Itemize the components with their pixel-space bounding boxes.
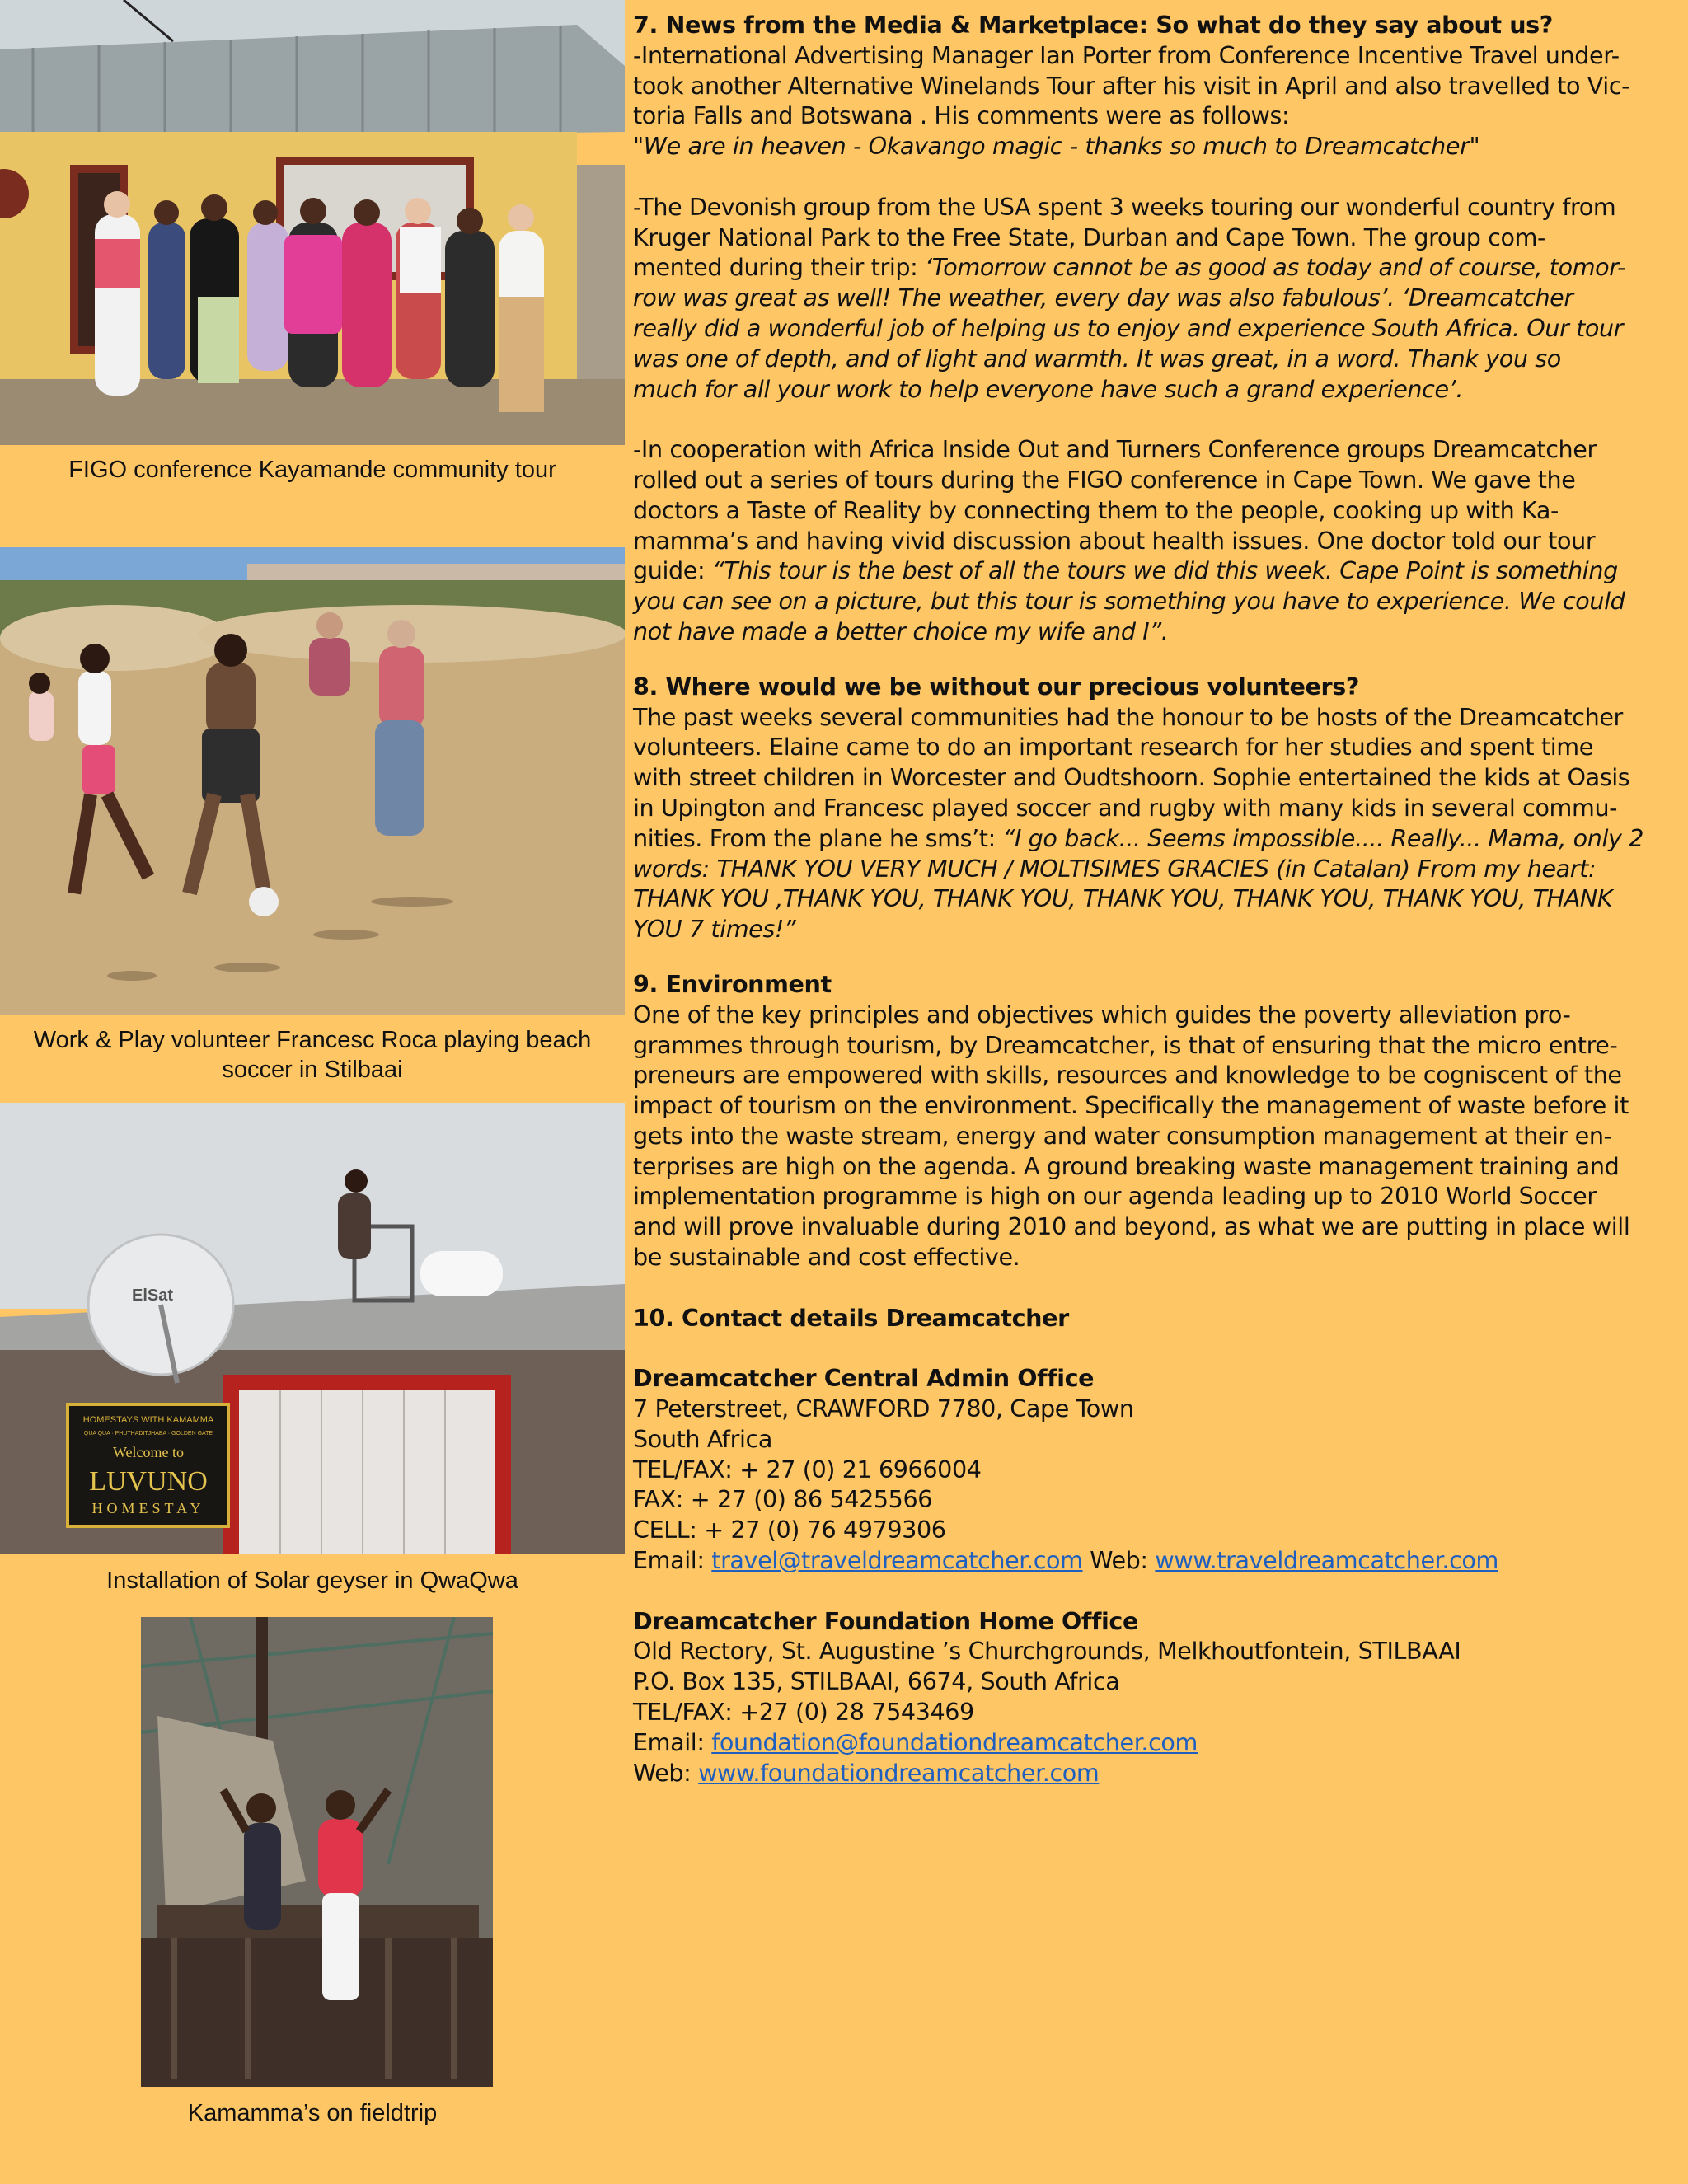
dish-label: ElSat — [132, 1286, 174, 1305]
s7-p3-line: doctors a Taste of Reality by connecting them to the people, cooking up with Ka- — [633, 495, 1559, 524]
s7-p1-line: -International Advertising Manager Ian Porter from Conference Incentive Travel under- — [633, 40, 1620, 69]
s7-p3-line: mamma’s and having vivid discussion about health issues. One doctor told our tour — [633, 526, 1596, 555]
section-10-heading: 10. Contact details Dreamcatcher — [633, 1303, 1069, 1332]
central-email-label: Email: — [633, 1546, 712, 1575]
s8-quote-line: YOU 7 times!” — [633, 915, 796, 944]
s7-p1-line: took another Alternative Winelands Tour after his visit in April and also travelled to Vic- — [633, 71, 1630, 100]
foundation-po-box: P.O. Box 135, STILBAAI, 6674, South Africa — [633, 1667, 1120, 1696]
s9-line: impact of tourism on the environment. Specifically the management of waste before it — [633, 1091, 1629, 1120]
section-9-heading: 9. Environment — [633, 969, 832, 998]
central-web-link[interactable]: www.traveldreamcatcher.com — [1155, 1546, 1498, 1575]
s8-line: volunteers. Elaine came to do an important research for her studies and spent time — [633, 733, 1593, 762]
sign-name: LUVUNO — [89, 1466, 208, 1497]
central-email-link[interactable]: travel@traveldreamcatcher.com — [711, 1546, 1083, 1575]
caption-fieldtrip: Kamamma’s on fieldtrip — [187, 2100, 438, 2126]
central-country: South Africa — [633, 1424, 772, 1453]
s8-line: The past weeks several communities had the honour to be hosts of the Dreamcatcher — [633, 702, 1623, 731]
s7-p3-quote-line: you can see on a picture, but this tour is something you have to experience. We could — [633, 587, 1625, 616]
caption-kayamande-tour: FIGO conference Kayamande community tour — [68, 457, 556, 483]
sign-top: HOMESTAYS WITH KAMAMMA — [82, 1415, 214, 1425]
s7-p2-quote-start: ‘Tomorrow cannot be as good as today and of course, tomor- — [925, 253, 1625, 282]
s9-line: preneurs are empowered with skills, resources and knowledge to be cogniscent of the — [633, 1061, 1622, 1090]
caption-beach-soccer: Work & Play volunteer Francesc Roca playing beach soccer in Stilbaai — [33, 1027, 592, 1083]
s7-p3-quote-line: not have made a better choice my wife and I”. — [633, 616, 1169, 645]
s9-line: grammes through tourism, by Dreamcatcher, is that of ensuring that the micro entre- — [633, 1030, 1618, 1059]
photo-solar-geyser — [0, 1103, 625, 1554]
central-address-line: 7 Peterstreet, CRAWFORD 7780, Cape Town — [633, 1394, 1134, 1423]
foundation-email-line — [633, 1727, 1680, 1758]
s7-p1-line: toria Falls and Botswana . His comments were as follows: — [633, 101, 1290, 130]
s8-quote-line: THANK YOU ,THANK YOU, THANK YOU, THANK YOU, THANK YOU, THANK YOU, THANK — [633, 884, 1613, 913]
s9-line: be sustainable and cost effective. — [633, 1243, 1020, 1272]
s7-p2-quote-line: really did a wonderful job of helping us to enjoy and experience South Africa. Our tour — [633, 313, 1624, 342]
photo-beach-soccer — [0, 547, 625, 1015]
section-8-heading: 8. Where would we be without our precious volunteers? — [633, 672, 1360, 701]
central-office-title: Dreamcatcher Central Admin Office — [633, 1364, 1095, 1393]
photo-fieldtrip — [141, 1617, 493, 2087]
central-contact-line — [633, 1545, 1680, 1576]
s9-line: gets into the waste stream, energy and water consumption management at their en- — [633, 1121, 1612, 1150]
foundation-email-link[interactable]: foundation@foundationdreamcatcher.com — [711, 1727, 1198, 1756]
s7-p2-quote-line: row was great as well! The weather, every day was also fabulous’. ‘Dreamcatcher — [633, 284, 1573, 312]
s8-line: in Upington and Francesc played soccer and rugby with many kids in several commu- — [633, 793, 1618, 822]
s8-quote-line: words: THANK YOU VERY MUCH / MOLTISIMES GRACIES (in Catalan) From my heart: — [633, 854, 1597, 883]
foundation-address-line: Old Rectory, St. Augustine ’s Churchgrounds, Melkhoutfontein, STILBAAI — [633, 1637, 1461, 1666]
s7-p2-line: -The Devonish group from the USA spent 3 weeks touring our wonderful country from — [633, 192, 1616, 221]
foundation-web-link[interactable]: www.foundationdreamcatcher.com — [698, 1758, 1100, 1787]
s9-line: terprises are high on the agenda. A ground breaking waste management training and — [633, 1151, 1620, 1180]
s8-quote-start: “I go back... Seems impossible.... Really... Mama, only 2 — [1002, 823, 1644, 852]
foundation-telfax: TEL/FAX: +27 (0) 28 7543469 — [633, 1698, 974, 1727]
s7-p2-plain: mented during their trip: — [633, 253, 926, 282]
s7-p2-quote-line: much for all your work to help everyone have such a grand experience’. — [633, 374, 1464, 403]
foundation-office-title: Dreamcatcher Foundation Home Office — [633, 1606, 1138, 1635]
s8-line: with street children in Worcester and Oudtshoorn. Sophie entertained the kids at Oasis — [633, 763, 1630, 792]
foundation-email-label: Email: — [633, 1727, 712, 1756]
sign-tag: HOMESTAY — [91, 1500, 205, 1516]
caption-solar-geyser: Installation of Solar geyser in QwaQwa — [106, 1568, 518, 1594]
s9-line: and will prove invaluable during 2010 and beyond, as what we are putting in place will — [633, 1212, 1630, 1241]
s7-p2-mixed-line — [633, 252, 1680, 283]
central-fax: FAX: + 27 (0) 86 5425566 — [633, 1485, 933, 1514]
sign-welcome: Welcome to — [112, 1444, 185, 1460]
photo-kayamande-tour — [0, 0, 625, 445]
foundation-web-label: Web: — [633, 1758, 699, 1787]
s7-p3-line: -In cooperation with Africa Inside Out and Turners Conference groups Dreamcatcher — [633, 435, 1597, 464]
s7-p3-mixed-line — [633, 555, 1680, 586]
s9-line: implementation programme is high on our agenda leading up to 2010 World Soccer — [633, 1182, 1597, 1211]
s7-p3-plain: guide: — [633, 556, 712, 585]
foundation-web-line — [633, 1758, 1680, 1788]
central-cell: CELL: + 27 (0) 76 4979306 — [633, 1516, 946, 1544]
central-web-label: Web: — [1082, 1546, 1156, 1575]
s7-p2-line: Kruger National Park to the Free State, Durban and Cape Town. The group com- — [633, 223, 1545, 251]
central-telfax: TEL/FAX: + 27 (0) 21 6966004 — [633, 1455, 982, 1483]
s8-mixed-line — [633, 823, 1680, 854]
s7-p3-line: rolled out a series of tours during the FIGO conference in Cape Town. We gave the — [633, 465, 1576, 494]
s7-p1-quote: "We are in heaven - Okavango magic - thanks so much to Dreamcatcher" — [633, 132, 1480, 161]
section-7-heading: 7. News from the Media & Marketplace: So what do they say about us? — [633, 11, 1553, 39]
sign-sub: QUA QUA · PHUTHADITJHABA · GOLDEN GATE — [83, 1431, 213, 1436]
article-column — [633, 10, 1680, 1788]
s7-p2-quote-line: was one of depth, and of light and warmth. It was great, in a word. Thank you so — [633, 344, 1561, 373]
s9-line: One of the key principles and objectives which guides the poverty alleviation pro- — [633, 1000, 1571, 1029]
s8-plain: nities. From the plane he sms’t: — [633, 823, 1003, 852]
s7-p3-quote-start: “This tour is the best of all the tours we did this week. Cape Point is something — [711, 556, 1618, 585]
